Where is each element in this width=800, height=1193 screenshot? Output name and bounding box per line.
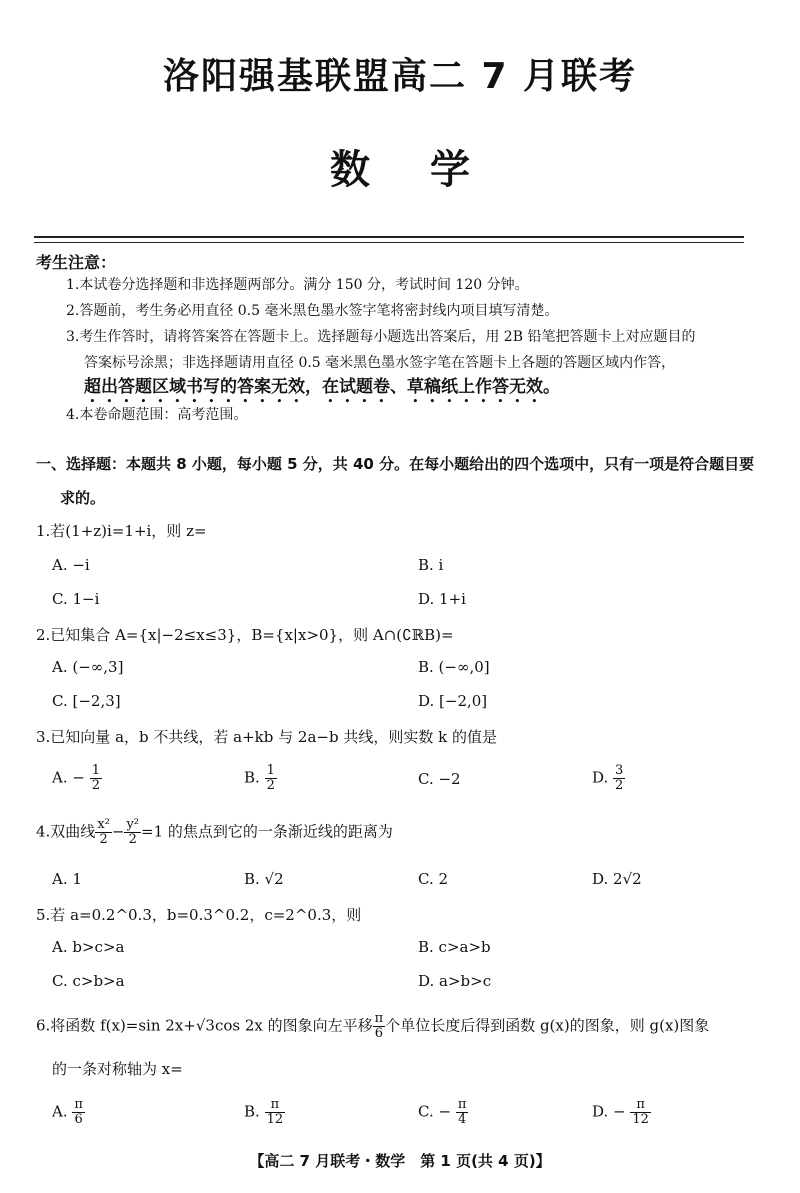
fraction [95,818,112,847]
subject-title: 数学 [330,147,530,193]
option-letter: A. − [52,768,85,787]
denominator: 2 [128,832,137,847]
q1-option-d: D. 1+i [418,590,466,608]
stem-text: 个单位长度后得到函数 g(x)的图象，则 g(x)图象 [385,1016,710,1035]
numerator: y² [126,817,139,832]
q6-option-c [418,1098,468,1127]
denominator: 6 [74,1112,83,1127]
fraction [90,764,102,793]
numerator: π [374,1011,384,1026]
exam-title: 洛阳强基联盟高二 7 月联考 [162,56,638,97]
minus-sign: − [111,822,125,841]
notice-emphasis: 超出答题区域书写的答案无效，在试题卷、草稿纸上作答无效。 [84,377,560,397]
q5-option-d: D. a>b>c [418,972,492,990]
denominator: 12 [632,1112,649,1127]
option-letter: B. [244,768,260,787]
q5-option-a: A. b>c>a [52,938,125,956]
question-1-stem: 1.若(1+z)i=1+i，则 z= [36,522,207,540]
page-footer: 【高二 7 月联考・数学 第 1 页(共 4 页)】 [249,1152,551,1170]
q4-option-d: D. 2√2 [592,870,642,888]
stem-text: 6.将函数 f(x)=sin 2x+√3cos 2x 的图象向左平移 [36,1016,373,1035]
fraction [124,818,141,847]
denominator: 2 [615,778,624,793]
q6-option-d [592,1098,651,1127]
numerator: π [74,1097,83,1112]
notice-item: 3.考生作答时，请将答案答在答题卡上。选择题每小题选出答案后，用 2B 铅笔把答题卡上对应题目的 [66,329,696,345]
numerator: 3 [615,763,624,778]
q2-option-c: C. [−2,3] [52,692,121,710]
fraction [373,1012,386,1041]
q1-option-c: C. 1−i [52,590,100,608]
denominator: 12 [266,1112,284,1127]
notice-item: 1.本试卷分选择题和非选择题两部分。满分 150 分，考试时间 120 分钟。 [66,277,529,293]
divider [34,236,744,238]
q3-option-c: C. −2 [418,770,461,788]
option-letter: D. [592,768,609,787]
denominator: 2 [99,832,108,847]
numerator: π [630,1098,651,1113]
notice-item: 2.答题前，考生务必用直径 0.5 毫米黑色墨水签字笔将密封线内项目填写清楚。 [66,303,559,319]
numerator: x² [97,817,110,832]
denominator: 2 [91,778,100,793]
denominator: 4 [457,1112,467,1127]
question-5-stem: 5.若 a=0.2^0.3，b=0.3^0.2，c=2^0.3，则 [36,906,362,924]
numerator: π [265,1098,286,1113]
question-2-stem: 2.已知集合 A={x|−2≤x≤3}，B={x|x>0}，则 A∩(∁ℝB)= [36,626,454,644]
denominator: 6 [374,1026,384,1041]
notice-item: 答案标号涂黑；非选择题请用直径 0.5 毫米黑色墨水签字笔在答题卡上各题的答题区域内作答， [84,355,676,371]
q4-option-c: C. 2 [418,870,449,888]
q6-option-b [244,1098,285,1127]
q3-option-d [592,764,625,793]
fraction [265,1098,286,1127]
q4-option-a: A. 1 [52,870,82,888]
stem-text: 4.双曲线 [36,822,96,841]
stem-text: =1 的焦点到它的一条渐近线的距离为 [141,822,393,841]
question-6-stem [36,1012,709,1041]
numerator: π [457,1097,467,1112]
question-4-stem [36,818,393,847]
q1-option-b: B. i [418,556,444,574]
q5-option-b: B. c>a>b [418,938,491,956]
q2-option-b: B. (−∞,0] [418,658,490,676]
section-heading-cont: 求的。 [60,489,106,507]
notice-heading: 考生注意： [36,253,117,272]
q3-option-b [244,764,277,793]
q6-option-a [52,1098,85,1127]
option-letter: A. [52,1102,68,1121]
q1-option-a: A. −i [52,556,90,574]
fraction [630,1098,651,1127]
question-3-stem: 3.已知向量 a，b 不共线，若 a+kb 与 2a−b 共线，则实数 k 的值是 [36,728,497,746]
q3-option-a [52,764,102,793]
question-6-stem-cont: 的一条对称轴为 x= [52,1060,183,1078]
option-letter: C. − [418,1102,452,1121]
numerator: 1 [91,763,100,778]
section-heading: 一、选择题：本题共 8 小题，每小题 5 分，共 40 分。在每小题给出的四个选项中，只有一项是符合题目要 [36,455,755,473]
q5-option-c: C. c>b>a [52,972,125,990]
option-letter: B. [244,1102,260,1121]
fraction [613,764,625,793]
notice-item: 4.本卷命题范围：高考范围。 [66,407,248,423]
q2-option-a: A. (−∞,3] [52,658,124,676]
fraction [456,1098,469,1127]
fraction [72,1098,85,1127]
divider [34,242,744,243]
denominator: 2 [266,778,275,793]
fraction [265,764,277,793]
option-letter: D. − [592,1102,626,1121]
numerator: 1 [266,763,275,778]
q2-option-d: D. [−2,0] [418,692,488,710]
q4-option-b: B. √2 [244,870,284,888]
